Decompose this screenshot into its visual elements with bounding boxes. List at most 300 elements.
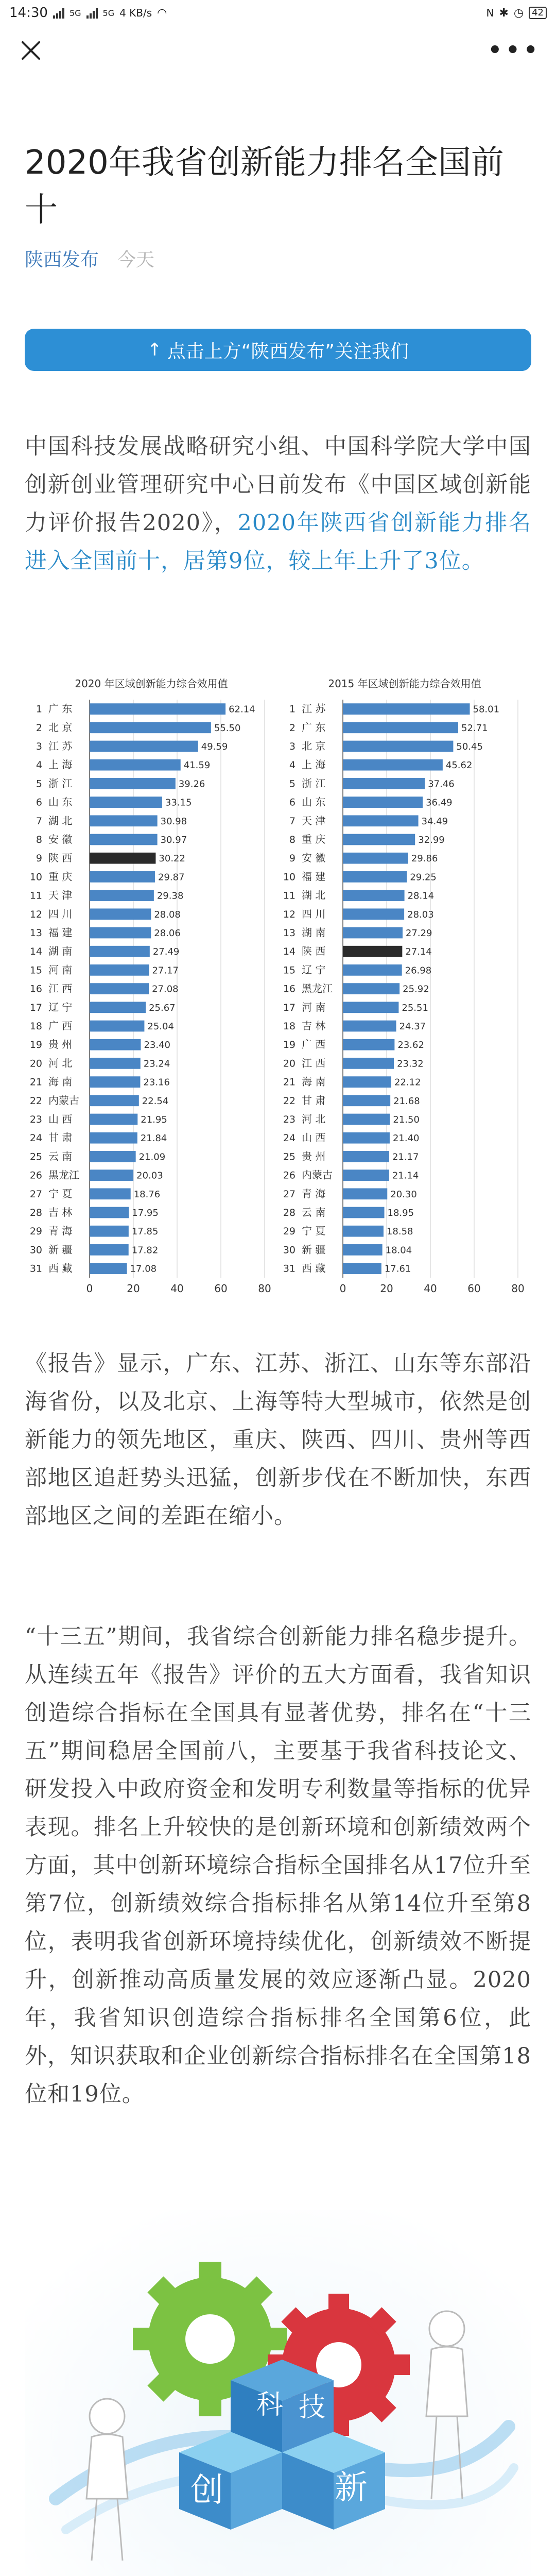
rank-label: 16	[29, 983, 42, 995]
bar	[343, 1058, 394, 1069]
value-label: 45.62	[445, 760, 473, 771]
paragraph-intro	[25, 428, 531, 580]
value-label: 25.04	[147, 1021, 174, 1032]
category-label: 河 南	[48, 963, 73, 976]
value-label: 52.71	[461, 722, 488, 734]
article-date: 今天	[117, 249, 155, 270]
illus-char-1: 科	[256, 2389, 284, 2420]
article-title: 2020年我省创新能力排名全国前十	[25, 144, 504, 229]
x-tick-label: 80	[511, 1282, 525, 1295]
value-label: 21.40	[392, 1133, 420, 1144]
bar	[343, 853, 408, 864]
bar	[343, 703, 470, 715]
rank-label: 9	[289, 853, 296, 865]
category-label: 广 西	[302, 1038, 326, 1051]
rank-label: 13	[283, 927, 296, 939]
arrow-up-icon: ↑	[147, 340, 162, 360]
value-label: 29.38	[157, 890, 184, 902]
category-label: 宁 夏	[302, 1225, 326, 1238]
more-button[interactable]	[487, 37, 541, 64]
x-tick-label: 40	[170, 1282, 184, 1295]
value-label: 27.08	[152, 984, 179, 995]
category-label: 重 庆	[48, 870, 73, 883]
value-label: 20.30	[390, 1189, 417, 1200]
rank-label: 19	[29, 1039, 42, 1051]
category-label: 浙 江	[48, 777, 73, 790]
category-label: 广 东	[48, 702, 73, 715]
bar	[343, 1170, 389, 1181]
rank-label: 2	[289, 722, 296, 734]
rank-label: 6	[36, 796, 42, 808]
illus-char-3: 创	[190, 2471, 223, 2510]
value-label: 18.76	[133, 1189, 161, 1200]
value-label: 18.95	[387, 1208, 414, 1219]
illus-char-2: 技	[299, 2392, 326, 2423]
bar	[90, 927, 151, 939]
bar	[343, 890, 405, 901]
bar	[343, 1021, 396, 1032]
value-label: 62.14	[229, 704, 255, 715]
value-label: 25.92	[403, 984, 429, 995]
bar	[90, 722, 211, 733]
rank-label: 12	[29, 908, 42, 920]
bar	[343, 983, 399, 994]
chart-title: 2020 年区域创新能力综合效用值	[75, 677, 228, 690]
category-label: 山 西	[302, 1131, 326, 1144]
category-label: 青 海	[302, 1187, 326, 1200]
battery-icon	[529, 7, 547, 19]
rank-label: 13	[29, 927, 42, 939]
category-label: 天 津	[302, 814, 326, 827]
value-label: 25.51	[402, 1002, 428, 1013]
category-label: 上 海	[48, 758, 73, 771]
bar	[90, 1132, 137, 1144]
x-tick-label: 40	[424, 1282, 437, 1295]
rank-label: 1	[36, 703, 42, 715]
value-label: 30.97	[160, 835, 187, 846]
rank-label: 31	[283, 1263, 296, 1275]
value-label: 23.32	[397, 1058, 424, 1070]
value-label: 21.09	[138, 1151, 166, 1163]
bar	[90, 946, 150, 957]
category-label: 内蒙古	[48, 1094, 79, 1107]
value-label: 22.54	[142, 1095, 169, 1107]
bar	[343, 1207, 385, 1218]
rank-label: 15	[283, 964, 296, 976]
gears-illustration-icon	[25, 2210, 531, 2576]
rank-label: 22	[29, 1095, 42, 1107]
category-label: 宁 夏	[48, 1187, 73, 1200]
value-label: 24.37	[399, 1021, 426, 1032]
bar	[90, 1263, 127, 1274]
category-label: 湖 北	[48, 814, 73, 827]
bar	[90, 1095, 139, 1106]
rank-label: 20	[29, 1058, 42, 1070]
value-label: 55.50	[214, 722, 241, 734]
bar	[343, 1095, 390, 1106]
rank-label: 23	[283, 1114, 296, 1126]
status-right	[486, 7, 547, 20]
bar	[90, 1244, 129, 1256]
bar	[90, 1114, 137, 1125]
bar	[343, 1002, 398, 1013]
value-label: 21.50	[393, 1114, 420, 1126]
value-label: 29.87	[158, 872, 185, 883]
value-label: 50.45	[456, 741, 483, 753]
bar	[90, 1207, 129, 1218]
category-label: 新 疆	[48, 1243, 73, 1256]
battery-level: 42	[532, 7, 544, 18]
rank-label: 4	[36, 759, 42, 771]
category-label: 福 建	[302, 870, 326, 883]
rank-label: 10	[29, 871, 42, 883]
category-label: 陕 西	[302, 945, 326, 958]
rank-label: 1	[289, 703, 296, 715]
category-label: 西 藏	[302, 1262, 326, 1275]
value-label: 33.15	[165, 797, 192, 808]
bar	[343, 946, 402, 957]
category-label: 四 川	[48, 907, 73, 920]
category-label: 福 建	[48, 926, 73, 939]
bar	[343, 741, 453, 752]
rank-label: 25	[29, 1151, 42, 1163]
chart-title: 2015 年区域创新能力综合效用值	[328, 677, 481, 690]
status-bar	[0, 0, 556, 26]
bar	[343, 1244, 383, 1256]
category-label: 贵 州	[302, 1150, 326, 1163]
rank-label: 14	[283, 946, 296, 958]
value-label: 49.59	[201, 741, 228, 753]
rank-label: 12	[283, 908, 296, 920]
category-label: 甘 肃	[48, 1131, 73, 1144]
value-label: 37.46	[428, 778, 455, 790]
ranking-chart-image	[25, 675, 531, 1329]
rank-label: 17	[29, 1002, 42, 1013]
category-label: 湖 南	[48, 945, 73, 958]
bar	[90, 1002, 146, 1013]
value-label: 20.03	[136, 1170, 163, 1181]
category-label: 江 苏	[302, 702, 326, 715]
bar	[90, 1058, 141, 1069]
x-tick-label: 0	[86, 1282, 93, 1295]
innovation-illustration	[25, 2210, 531, 2576]
status-left	[9, 5, 167, 21]
bar	[343, 778, 425, 789]
paragraph-intro-text: 中国科技发展战略研究小组、中国科学院大学中国创新创业管理研究中心日前发布《中国区域创新能力评价报告2020》，	[25, 434, 531, 536]
category-label: 青 海	[48, 1225, 73, 1238]
rank-label: 10	[283, 871, 296, 883]
category-label: 上 海	[302, 758, 326, 771]
signal-label-1: 5G	[69, 8, 81, 18]
category-label: 天 津	[48, 889, 73, 902]
category-label: 西 藏	[48, 1262, 73, 1275]
category-label: 浙 江	[302, 777, 326, 790]
category-label: 新 疆	[302, 1243, 326, 1256]
x-tick-label: 0	[339, 1282, 346, 1295]
bar	[343, 871, 407, 883]
bar	[343, 1132, 390, 1144]
rank-label: 31	[29, 1263, 42, 1275]
value-label: 23.40	[144, 1040, 170, 1051]
bar	[343, 1188, 387, 1199]
rank-label: 30	[29, 1244, 42, 1256]
rank-label: 17	[283, 1002, 296, 1013]
bar	[90, 1170, 133, 1181]
category-label: 山 东	[48, 795, 73, 808]
value-label: 41.59	[183, 760, 211, 771]
more-icon: •••	[486, 35, 541, 66]
rank-label: 16	[283, 983, 296, 995]
value-label: 17.61	[384, 1263, 411, 1275]
bar	[90, 759, 181, 771]
value-label: 17.85	[131, 1226, 159, 1238]
bar	[343, 815, 419, 826]
alarm-icon: ◷	[513, 6, 524, 20]
value-label: 26.98	[405, 965, 432, 976]
rank-label: 18	[283, 1021, 296, 1032]
net-speed: 4 KB/s	[119, 7, 152, 19]
bar	[90, 741, 198, 752]
close-icon	[20, 39, 42, 62]
bar	[90, 853, 155, 864]
rank-label: 23	[29, 1114, 42, 1126]
bar	[343, 1226, 384, 1237]
article-source-link[interactable]: 陕西发布	[25, 249, 99, 270]
value-label: 27.14	[405, 946, 432, 958]
rank-label: 20	[283, 1058, 296, 1070]
bar	[343, 927, 403, 939]
category-label: 北 京	[302, 740, 326, 753]
value-label: 34.49	[421, 816, 448, 827]
status-time: 14:30	[9, 5, 48, 21]
bar	[343, 796, 423, 808]
category-label: 广 东	[302, 721, 326, 734]
rank-label: 26	[29, 1170, 42, 1181]
category-label: 北 京	[48, 721, 73, 734]
rank-label: 25	[283, 1151, 296, 1163]
bar	[90, 1151, 136, 1162]
rank-label: 29	[29, 1226, 42, 1238]
value-label: 27.49	[152, 946, 180, 958]
category-label: 重 庆	[302, 833, 326, 846]
rank-label: 7	[289, 815, 296, 827]
signal-label-2: 5G	[102, 8, 115, 18]
value-label: 18.58	[386, 1226, 413, 1238]
rank-label: 15	[29, 964, 42, 976]
value-label: 39.26	[178, 778, 205, 790]
close-button[interactable]	[15, 35, 46, 66]
category-label: 辽 宁	[302, 963, 326, 976]
value-label: 58.01	[473, 704, 500, 715]
rank-label: 30	[283, 1244, 296, 1256]
paragraph-intro-highlight: 2020年陕西省创新能力排名进入全国前十，居第9位，较上年上升了3位。	[25, 510, 531, 574]
category-label: 四 川	[302, 907, 326, 920]
rank-label: 29	[283, 1226, 296, 1238]
rank-label: 24	[283, 1132, 296, 1144]
bar	[343, 834, 415, 845]
bar	[90, 703, 225, 715]
category-label: 河 北	[48, 1057, 73, 1070]
rank-label: 21	[283, 1076, 296, 1088]
value-label: 27.17	[152, 965, 179, 976]
value-label: 23.24	[143, 1058, 170, 1070]
rank-label: 21	[29, 1076, 42, 1088]
category-label: 广 西	[48, 1020, 73, 1032]
value-label: 28.14	[407, 890, 435, 902]
category-label: 陕 西	[48, 852, 73, 865]
rank-label: 9	[36, 853, 42, 865]
bar	[90, 964, 149, 976]
rank-label: 5	[36, 778, 42, 790]
rank-label: 6	[289, 796, 296, 808]
paragraph-13th-plan: “十三五”期间，我省综合创新能力排名稳步提升。从连续五年《报告》评价的五大方面看，我省知识创造综合指标在全国具有显著优势，排名在“十三五”期间稳居全国前八，主要基于我省科技论文、研发投入中政府资金和发明专利数量等指标的优异表现。排名上升较快的是创新环境和创新绩效两个方面，其中创新环境综合指标全国排名从17位升至第7位，创新绩效综合指标排名从第14位升至第8位，表明我省创新环境持续优化，创新绩效不断提升，创新推动高质量发展的效应逐渐凸显。2020年，我省知识创造综合指标排名全国第6位，此外，知识获取和企业创新综合指标排名在全国第18位和19位。	[25, 1624, 531, 2107]
bar	[90, 796, 162, 808]
rank-label: 27	[283, 1188, 296, 1200]
category-label: 海 南	[48, 1075, 73, 1088]
rank-label: 3	[289, 741, 296, 753]
rank-label: 18	[29, 1021, 42, 1032]
category-label: 山 东	[302, 795, 326, 808]
value-label: 25.67	[149, 1002, 176, 1013]
value-label: 17.82	[131, 1245, 159, 1256]
rank-label: 7	[36, 815, 42, 827]
category-label: 辽 宁	[48, 1001, 73, 1013]
x-tick-label: 20	[380, 1282, 393, 1295]
paragraph-overview: 《报告》显示，广东、江苏、浙江、山东等东部沿海省份，以及北京、上海等特大型城市，依然是创新能力的领先地区，重庆、陕西、四川、贵州等西部地区追赶势头迅猛，创新步伐在不断加快，东西部地区之间的差距在缩小。	[25, 1351, 531, 1529]
value-label: 17.08	[130, 1263, 157, 1275]
rank-label: 14	[29, 946, 42, 958]
nav-bar	[0, 26, 556, 75]
value-label: 21.95	[141, 1114, 167, 1126]
illus-char-4: 新	[335, 2469, 368, 2507]
rank-label: 8	[289, 834, 296, 846]
bar	[90, 908, 151, 920]
rank-label: 26	[283, 1170, 296, 1181]
rank-label: 22	[283, 1095, 296, 1107]
rank-label: 5	[289, 778, 296, 790]
category-label: 云 南	[302, 1206, 326, 1219]
category-label: 江 西	[302, 1057, 326, 1070]
rank-label: 28	[29, 1207, 42, 1219]
x-tick-label: 60	[214, 1282, 228, 1295]
bar	[90, 815, 158, 826]
value-label: 36.49	[426, 797, 453, 808]
value-label: 29.25	[410, 872, 437, 883]
signal-icon	[53, 7, 64, 19]
bar	[90, 1021, 144, 1032]
value-label: 21.68	[393, 1095, 420, 1107]
bar	[90, 890, 154, 901]
value-label: 18.04	[385, 1245, 412, 1256]
bar	[343, 1039, 394, 1050]
value-label: 28.06	[154, 928, 181, 939]
value-label: 23.62	[397, 1040, 424, 1051]
category-label: 湖 北	[302, 889, 326, 902]
bar	[343, 1076, 391, 1088]
category-label: 河 南	[302, 1001, 326, 1013]
follow-banner[interactable]	[25, 329, 531, 371]
rank-label: 3	[36, 741, 42, 753]
x-tick-label: 80	[258, 1282, 271, 1295]
article-meta	[25, 245, 154, 272]
value-label: 22.12	[394, 1077, 421, 1088]
category-label: 吉 林	[302, 1020, 326, 1032]
value-label: 30.22	[159, 853, 185, 865]
bar	[90, 871, 155, 883]
bar	[343, 908, 404, 920]
rank-label: 2	[36, 722, 42, 734]
value-label: 21.17	[392, 1151, 419, 1163]
rank-label: 24	[29, 1132, 42, 1144]
bar	[343, 964, 402, 976]
bar	[343, 759, 443, 771]
rank-label: 11	[29, 890, 42, 902]
category-label: 黑龙江	[302, 982, 333, 995]
category-label: 海 南	[302, 1075, 326, 1088]
rank-label: 28	[283, 1207, 296, 1219]
value-label: 21.84	[140, 1133, 167, 1144]
value-label: 28.03	[407, 909, 434, 920]
category-label: 黑龙江	[48, 1168, 79, 1181]
x-tick-label: 60	[467, 1282, 481, 1295]
x-tick-label: 20	[127, 1282, 140, 1295]
rank-label: 11	[283, 890, 296, 902]
bar	[343, 1114, 390, 1125]
bar	[90, 1188, 131, 1199]
category-label: 湖 南	[302, 926, 326, 939]
bar	[343, 1151, 389, 1162]
value-label: 32.99	[418, 835, 445, 846]
bar	[343, 722, 458, 733]
category-label: 江 苏	[48, 740, 73, 753]
value-label: 17.95	[132, 1208, 159, 1219]
bar	[90, 778, 176, 789]
ranking-charts	[25, 675, 531, 1329]
bar	[343, 1263, 381, 1274]
bar	[90, 834, 158, 845]
category-label: 云 南	[48, 1150, 73, 1163]
bluetooth-icon: ✱	[499, 6, 509, 20]
signal-icon-2	[86, 7, 98, 19]
bar	[90, 1076, 140, 1088]
bar	[90, 1039, 141, 1050]
value-label: 21.14	[392, 1170, 419, 1181]
rank-label: 19	[283, 1039, 296, 1051]
value-label: 29.86	[411, 853, 438, 865]
rank-label: 27	[29, 1188, 42, 1200]
value-label: 27.29	[405, 928, 432, 939]
value-label: 30.98	[160, 816, 187, 827]
category-label: 内蒙古	[302, 1168, 333, 1181]
category-label: 吉 林	[48, 1206, 73, 1219]
follow-prompt: 点击上方“陕西发布”关注我们	[167, 341, 409, 362]
rank-label: 4	[289, 759, 296, 771]
rank-label: 8	[36, 834, 42, 846]
category-label: 甘 肃	[302, 1094, 326, 1107]
category-label: 安 徽	[302, 852, 326, 865]
category-label: 贵 州	[48, 1038, 73, 1051]
category-label: 江 西	[48, 982, 73, 995]
category-label: 河 北	[302, 1113, 326, 1126]
value-label: 28.08	[154, 909, 181, 920]
value-label: 23.16	[143, 1077, 170, 1088]
nfc-icon: N	[486, 7, 494, 19]
bar	[90, 1226, 129, 1237]
wifi-icon: ◠	[157, 6, 167, 20]
bar	[90, 983, 149, 994]
category-label: 山 西	[48, 1113, 73, 1126]
category-label: 安 徽	[48, 833, 73, 846]
